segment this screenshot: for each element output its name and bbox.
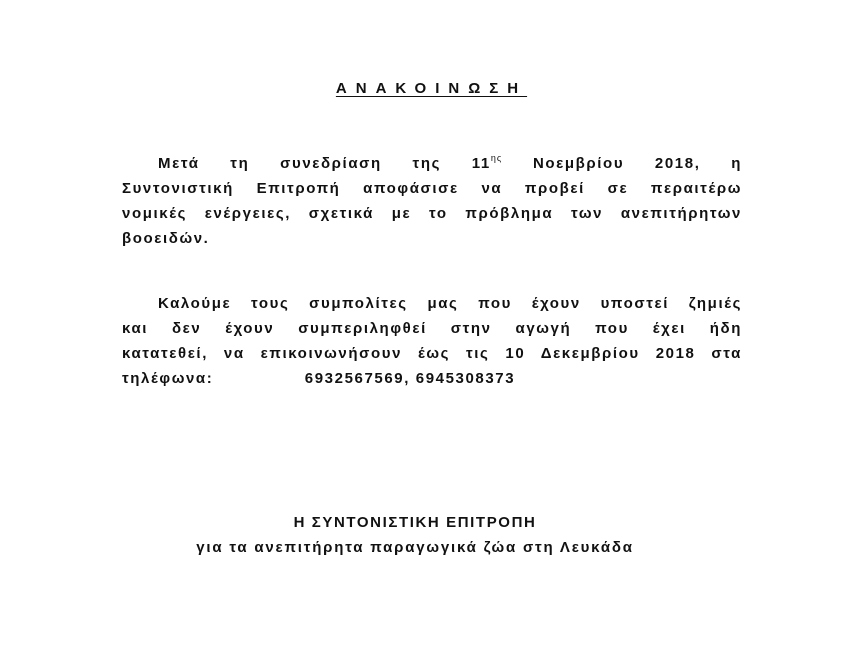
paragraph-line: και δεν έχουν συμπεριληφθεί στην αγωγή που έχει ήδη <box>122 320 742 337</box>
paragraph-line: Καλούμε τους συμπολίτες μας που έχουν υποστεί ζημιές <box>158 295 742 312</box>
paragraph-line <box>122 151 742 176</box>
line-text: Νοεμβρίου 2018, η <box>502 155 743 172</box>
paragraph-line: τηλέφωνα: <box>122 370 214 387</box>
signature-committee: Η ΣΥΝΤΟΝΙΣΤΙΚΗ ΕΠΙΤΡΟΠΗ <box>293 514 537 531</box>
announcement-title: ΑΝΑΚΟΙΝΩΣΗ <box>335 80 528 97</box>
line-text: Μετά τη συνεδρίαση της 11 <box>158 155 491 172</box>
phone-numbers: 6932567569, 6945308373 <box>304 370 516 387</box>
signature-subtitle: για τα ανεπιτήρητα παραγωγικά ζώα στη Λευκάδα <box>196 539 634 556</box>
paragraph-line: βοοειδών. <box>122 230 210 247</box>
paragraph-line: κατατεθεί, να επικοινωνήσουν έως τις 10 Δεκεμβρίου 2018 στα <box>122 345 742 362</box>
paragraph-line: νομικές ενέργειες, σχετικά με το πρόβλημα των ανεπιτήρητων <box>122 205 742 222</box>
paragraph-meeting-decision <box>122 151 742 251</box>
ordinal-superscript: ης <box>490 153 503 163</box>
paragraph-line: Συντονιστική Επιτροπή αποφάσισε να προβεί σε περαιτέρω <box>122 180 742 197</box>
